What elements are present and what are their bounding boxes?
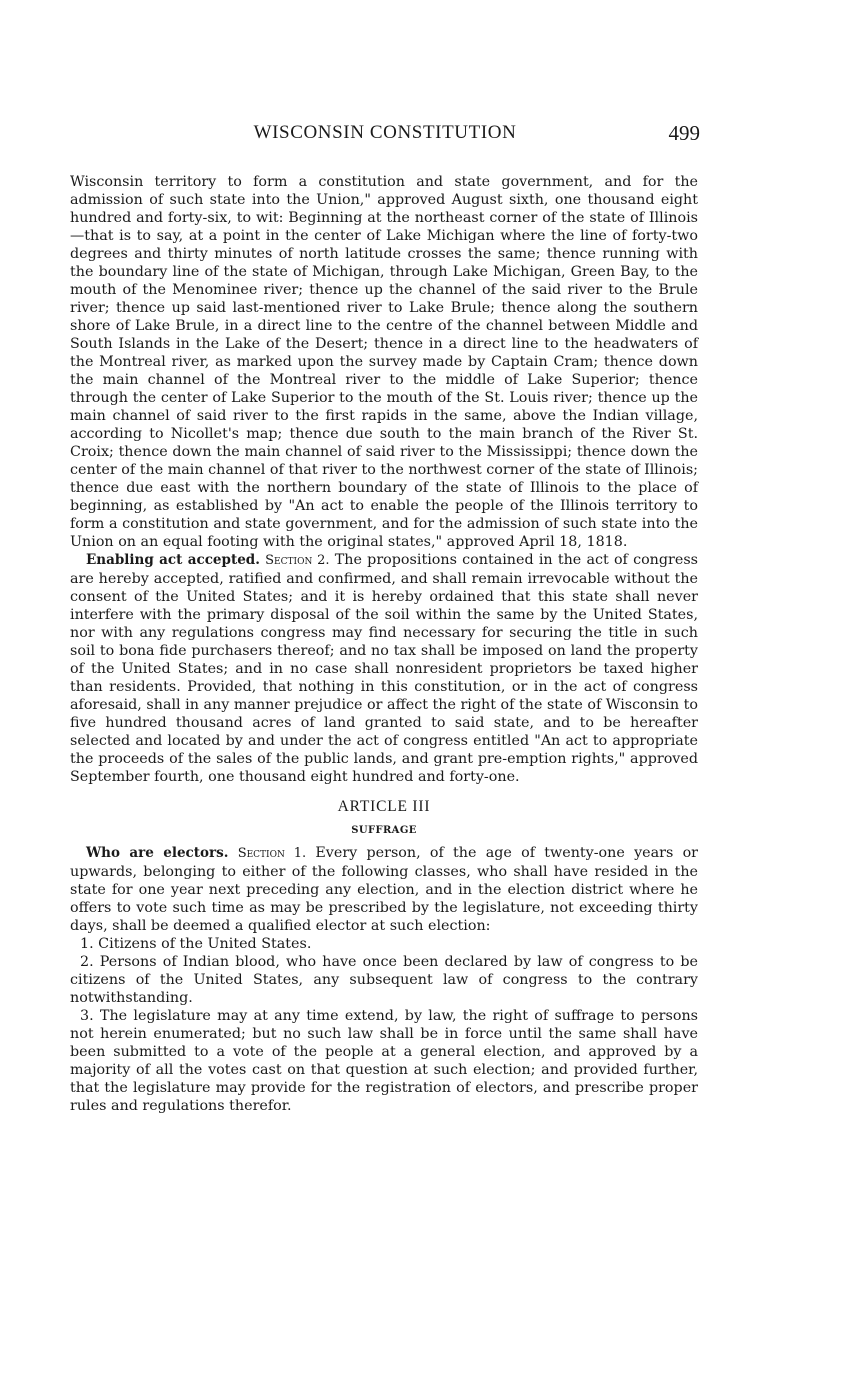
list-item: 3. The legislature may at any time extend, by law, the right of suffrage to persons not herein enumerated; but no such law shall be in force until the same shall have been submitted to a vote of the people at a general election, and approved by a majority of all the votes cast on that question at such election; and provided further, that the legislature may provide for the registration of electors, and prescribe proper rules and regulations therefor. xyxy=(70,1008,698,1114)
enabling-act-paragraph xyxy=(70,551,698,786)
enabling-act-sidenote: Enabling act accepted. xyxy=(86,552,260,568)
page-number: 499 xyxy=(668,121,700,145)
article-subheading: SUFFRAGE xyxy=(351,825,417,836)
list-item: 2. Persons of Indian blood, who have once been declared by law of congress to be citizens of the United States, any subsequent law of congress to the contrary notwithstanding. xyxy=(70,954,698,1006)
article-heading: ARTICLE III xyxy=(337,798,431,815)
list-item: 1. Citizens of the United States. xyxy=(80,936,312,952)
boundary-paragraph: Wisconsin territory to form a constitution and state government, and for the admission of such state into the Union," approved August sixth, one thousand eight hundred and forty-six, to wit: Beginning at the northeast corner of the state of Illinois—that is to say, at a point in the center of Lake Michigan where the line of forty-two degrees and thirty minutes of north latitude crosses the same; thence running with the boundary line of the state of Michigan, through Lake Michigan, Green Bay, to the mouth of the Menominee river; thence up the channel of the said river to the Brule river; thence up said last-mentioned river to Lake Brule; thence along the southern shore of Lake Brule, in a direct line to the centre of the channel between Middle and South Islands in the Lake of the Desert; thence in a direct line to the headwaters of the Montreal river, as marked upon the survey made by Captain Cram; thence down the main channel of the Montreal river to the middle of Lake Superior; thence through the center of Lake Superior to the mouth of the St. Louis river; thence up the main channel of said river to the first rapids in the same, above the Indian village, according to Nicollet's map; thence due south to the main branch of the River St. Croix; thence down the main channel of said river to the Mississippi; thence down the center of the main channel of that river to the northwest corner of the state of Illinois; thence due east with the northern boundary of the state of Illinois to the place of beginning, as established by "An act to enable the people of the Illinois territory to form a constitution and state government, and for the admission of such state into the Union on an equal footing with the original states," approved April 18, 1818. xyxy=(70,174,698,550)
section-label: Section 2. xyxy=(265,553,330,568)
page-header xyxy=(70,122,700,150)
section-label: Section 1. xyxy=(237,846,307,861)
running-title: WISCONSIN CONSTITUTION xyxy=(253,122,517,143)
electors-paragraph xyxy=(70,844,698,935)
electors-sidenote: Who are electors. xyxy=(86,845,229,861)
body-text xyxy=(70,173,698,1115)
electors-text: Every person, of the age of twenty-one years or upwards, belonging to either of the following classes, who shall have resided in the state for one year next preceding any election, and in the election district where he offers to vote such time as may be prescribed by the legislature, not exceeding thirty days, shall be deemed a qualified elector at such election: xyxy=(70,845,699,934)
enabling-act-text: The propositions contained in the act of congress are hereby accepted, ratified and confirmed, and shall remain irrevocable without the consent of the United States; and it is hereby ordained that this state shall never interfere with the primary disposal of the soil within the same by the United States, nor with any regulations congress may find necessary for securing the title in such soil to bona fide purchasers thereof; and no tax shall be imposed on land the property of the United States; and in no case shall nonresident proprietors be taxed higher than residents. Provided, that nothing in this constitution, or in the act of congress aforesaid, shall in any manner prejudice or affect the right of the state of Wisconsin to five hundred thousand acres of land granted to said state, and to be hereafter selected and located by and under the act of congress entitled "An act to appropriate the proceeds of the sales of the public lands, and grant pre-emption rights," approved September fourth, one thousand eight hundred and forty-one. xyxy=(70,552,699,785)
